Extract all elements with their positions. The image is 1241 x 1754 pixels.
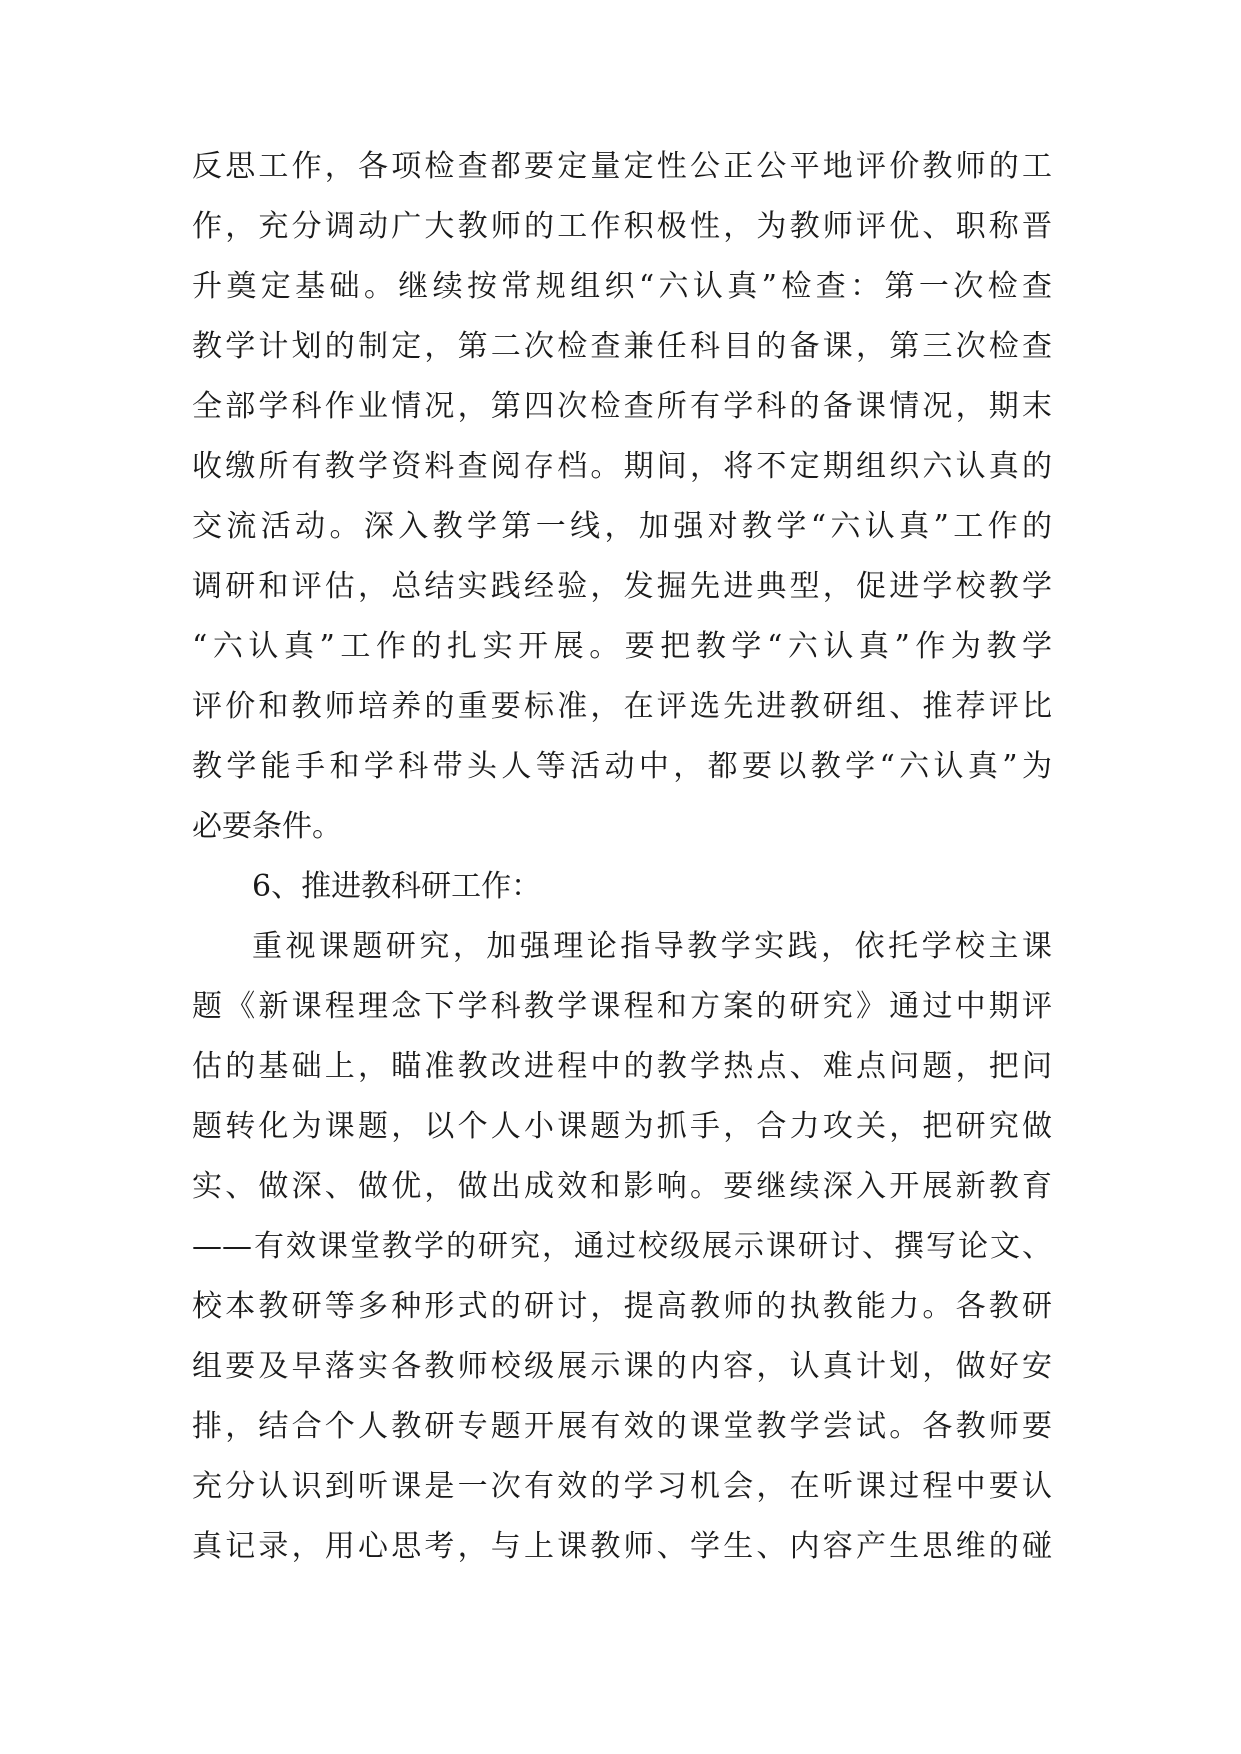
paragraph-line-4: 教学计划的制定，第二次检查兼任科目的备课，第三次检查: [192, 329, 1052, 364]
paragraph-line-2: 作，充分调动广大教师的工作积极性，为教师评优、职称晋: [192, 209, 1052, 244]
paragraph-line-15: 题《新课程理念下学科教学课程和方案的研究》通过中期评: [192, 989, 1052, 1024]
paragraph-line-12: 必要条件。: [192, 809, 342, 844]
paragraph-line-6: 收缴所有教学资料查阅存档。期间，将不定期组织六认真的: [192, 449, 1052, 484]
paragraph-line-17: 题转化为课题，以个人小课题为抓手，合力攻关，把研究做: [192, 1109, 1052, 1144]
paragraph-line-3: 升奠定基础。继续按常规组织“六认真”检查：第一次检查: [192, 269, 1052, 304]
paragraph-line-22: 排，结合个人教研专题开展有效的课堂教学尝试。各教师要: [192, 1409, 1052, 1444]
paragraph-line-14: 重视课题研究，加强理论指导教学实践，依托学校主课: [252, 929, 1052, 964]
paragraph-line-23: 充分认识到听课是一次有效的学习机会，在听课过程中要认: [192, 1469, 1052, 1504]
paragraph-line-16: 估的基础上，瞄准教改进程中的教学热点、难点问题，把问: [192, 1049, 1052, 1084]
paragraph-line-11: 教学能手和学科带头人等活动中，都要以教学“六认真”为: [192, 749, 1052, 784]
paragraph-line-5: 全部学科作业情况，第四次检查所有学科的备课情况，期末: [192, 389, 1052, 424]
paragraph-line-19: ——有效课堂教学的研究，通过校级展示课研讨、撰写论文、: [192, 1229, 1052, 1264]
paragraph-line-18: 实、做深、做优，做出成效和影响。要继续深入开展新教育: [192, 1169, 1052, 1204]
section-heading: 6、推进教科研工作：: [252, 869, 542, 904]
paragraph-line-21: 组要及早落实各教师校级展示课的内容，认真计划，做好安: [192, 1349, 1052, 1384]
paragraph-line-9: “六认真”工作的扎实开展。要把教学“六认真”作为教学: [192, 629, 1052, 664]
paragraph-line-1: 反思工作，各项检查都要定量定性公正公平地评价教师的工: [192, 149, 1052, 184]
paragraph-line-7: 交流活动。深入教学第一线，加强对教学“六认真”工作的: [192, 509, 1052, 544]
paragraph-line-10: 评价和教师培养的重要标准，在评选先进教研组、推荐评比: [192, 689, 1052, 724]
paragraph-line-20: 校本教研等多种形式的研讨，提高教师的执教能力。各教研: [192, 1289, 1052, 1324]
paragraph-line-8: 调研和评估，总结实践经验，发掘先进典型，促进学校教学: [192, 569, 1052, 604]
paragraph-line-24: 真记录，用心思考，与上课教师、学生、内容产生思维的碰: [192, 1529, 1052, 1564]
